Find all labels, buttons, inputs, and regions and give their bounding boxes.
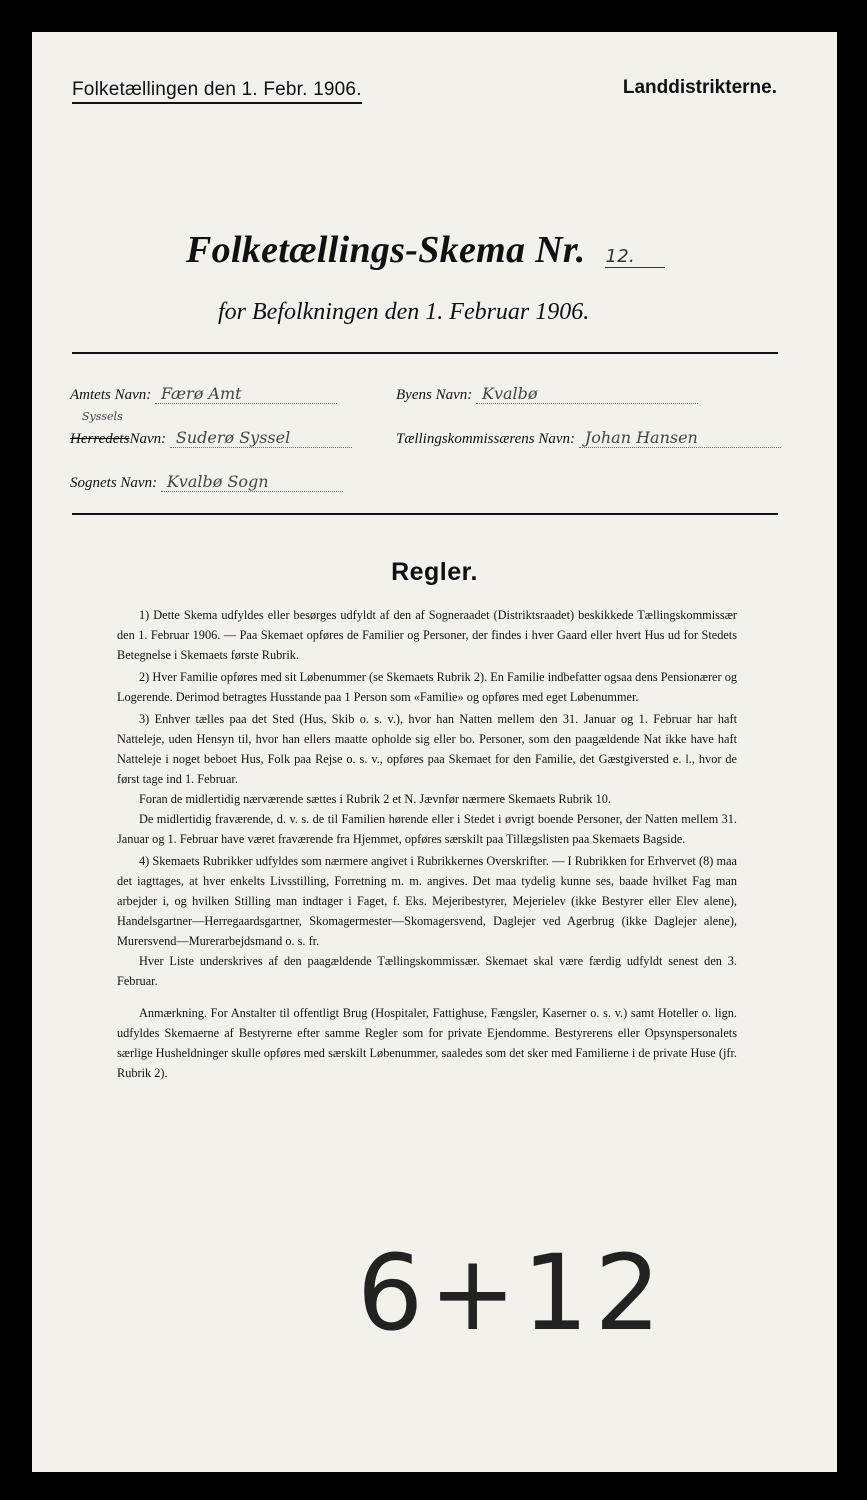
rule-paragraph: 4) Skemaets Rubrikker udfyldes som nærmere angivet i Rubrikkernes Overskrifter. — I Rubrikken for Erhvervet (8) maa det iagttages, at hver enkelts Livsstilling, Forretning m. m. angives. Det maa tydelig kunne ses, baade hvilket Fag man arbejder i, og hvilken Stilling man indtager i Faget, f. Eks. Mejeribestyrer, Mejerielev (ikke Bestyrer eller Elev alene), Handelsgartner—Herregaardsgartner, Skomagermester—Skomagersvend, Daglejer ved Agerbrug (ikke Daglejer alene), Murersvend—Murerarbejdsmand o. s. fr. — [117, 854, 737, 948]
kommissaer-label: Tællingskommissærens Navn: — [396, 431, 576, 447]
bottom-divider — [72, 513, 778, 515]
top-divider — [72, 352, 778, 354]
by-field — [396, 384, 698, 404]
rules-body — [117, 605, 737, 1083]
kommissaer-value: Johan Hansen — [579, 428, 781, 448]
herred-field — [70, 428, 352, 448]
rule-paragraph: De midlertidig fraværende, d. v. s. de til Familien hørende eller i Stedet i øvrigt boende Personer, der Natten mellem 31. Januar og 1. Februar have været fraværende fra Hjemmet, opføres særskilt paa Tillægslisten paa Skemaets Bagside. — [117, 812, 737, 846]
rule-paragraph: 1) Dette Skema udfyldes eller besørges udfyldt af den af Sogneraadet (Distriktsraadet) beskikkede Tællingskommissær den 1. Februar 1906. — Paa Skemaet opføres de Familier og Personer, der findes i hver Gaard eller hvert Hus ud for Stedets Betegnelse i Skemaets første Rubrik. — [117, 608, 737, 662]
sogn-field — [70, 472, 343, 492]
rule-paragraph: 2) Hver Familie opføres med sit Løbenummer (se Skemaets Rubrik 2). En Familie indbefatter ogsaa dens Pensionærer og Logerende. Derimod betragtes Husstande paa 1 Person som «Familie» og opføres med eget Løbenummer. — [117, 670, 737, 704]
form-number: 12. — [605, 246, 665, 268]
rule-paragraph: Hver Liste underskrives af den paagældende Tællingskommissær. Skemaet skal være færdig udfyldt senest den 3. Februar. — [117, 954, 737, 988]
rules-heading: Regler. — [391, 558, 478, 586]
amt-label: Amtets Navn: — [70, 387, 152, 403]
form-title-text: Folketællings-Skema Nr. — [186, 229, 586, 271]
handwritten-number: 6+12 — [357, 1232, 667, 1354]
by-value: Kvalbø — [476, 384, 698, 404]
form-title — [186, 228, 665, 272]
kommissaer-field — [396, 428, 781, 448]
census-date-header: Folketællingen den 1. Febr. 1906. — [72, 79, 362, 104]
herred-correction: Syssels — [82, 410, 123, 423]
herred-value: Suderø Syssel — [170, 428, 352, 448]
rule-paragraph: 3) Enhver tælles paa det Sted (Hus, Skib o. s. v.), hvor han Natten mellem den 31. Januar og 1. Februar har haft Natteleje, uden Hensyn til, hvor han ellers maatte opholde sig eller bo. Personer, som den paagældende Nat ikke have haft Natteleje i noget beboet Hus, Folk paa Rejse o. s. v., opføres paa Skemaet for den Familie, det Gæstgiversted e. l., hvor de først tage ind 1. Februar. — [117, 712, 737, 786]
herred-label: Navn: — [129, 431, 167, 447]
by-label: Byens Navn: — [396, 387, 473, 403]
amt-field — [70, 384, 337, 404]
amt-value: Færø Amt — [155, 384, 337, 404]
form-subtitle: for Befolkningen den 1. Februar 1906. — [218, 299, 590, 325]
rule-paragraph: Foran de midlertidig nærværende sættes i Rubrik 2 et N. Jævnfør nærmere Skemaets Rubrik 10. — [139, 792, 612, 806]
herred-struck-label: Herredets — [70, 431, 130, 447]
census-form-page — [32, 32, 837, 1472]
district-type-header: Landdistrikterne. — [622, 77, 777, 98]
sogn-value: Kvalbø Sogn — [161, 472, 343, 492]
rule-annotation: Anmærkning. For Anstalter til offentligt Brug (Hospitaler, Fattighuse, Fængsler, Kaserner o. s. v.) samt Hoteller o. lign. udfyldes Skemaerne af Bestyrerne efter samme Regler som for private Ejendomme. Bestyrerens eller Opsynspersonalets særlige Husheldninger skulle opføres med særskilt Løbenummer, saaledes som det sker med Familierne i de private Huse (jfr. Rubrik 2). — [117, 1006, 737, 1080]
sogn-label: Sognets Navn: — [70, 475, 158, 491]
